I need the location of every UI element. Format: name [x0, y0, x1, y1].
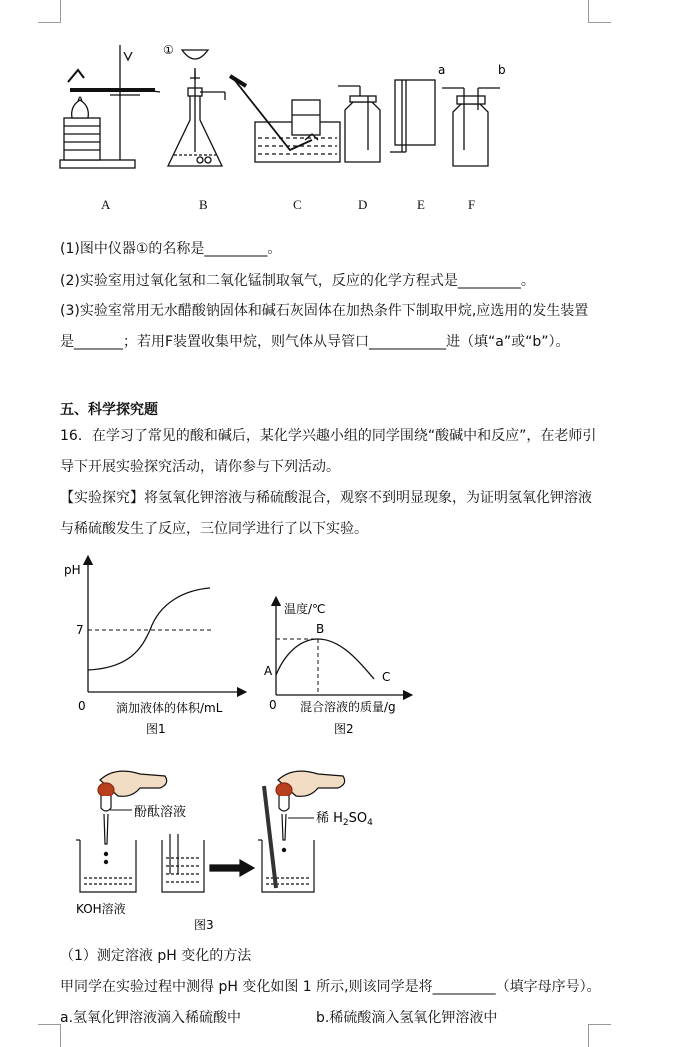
option-a: a.氢氧化钾溶液滴入稀硫酸中 [60, 1010, 242, 1026]
label-d: D [358, 197, 368, 212]
chart1-caption: 图1 [146, 722, 166, 736]
acid-label: 稀 $H_2SO_4$ [316, 811, 373, 828]
label-f: F [468, 197, 476, 212]
chart2-xlabel: 混合溶液的质量/g [300, 700, 396, 714]
dropper-bulb-left-icon [98, 783, 114, 797]
section-title: 五、科学探究题 [60, 402, 158, 418]
part1-title: （1）测定溶液 pH 变化的方法 [60, 948, 252, 964]
apparatus-f [442, 88, 500, 166]
question-3-line1: (3)实验室常用无水醋酸钠固体和碱石灰固体在加热条件下制取甲烷,应选用的发生装置 [60, 303, 589, 319]
apparatus-figure [50, 40, 520, 190]
arrow-right-icon [210, 860, 254, 876]
label-c: C [293, 197, 302, 212]
question-3-line2: 是_______；若用F装置收集甲烷，则气体从导管口___________进（填“a”或“b”）。 [60, 334, 570, 350]
beaker-left-icon [80, 840, 136, 892]
apparatus-b [168, 50, 225, 166]
chart-ph [60, 552, 260, 742]
figure-3 [70, 762, 390, 937]
phenol-label: 酚酞溶液 [134, 805, 187, 820]
question-1: (1)图中仪器①的名称是_________。 [60, 241, 282, 257]
chart1-ref-label: 7 [76, 623, 84, 637]
chart2-curve [276, 639, 374, 679]
corner-mark-bottom-left [38, 1024, 61, 1047]
marker-1: ① [163, 43, 174, 57]
corner-mark-top-left [38, 0, 61, 23]
question-2: (2)实验室用过氧化氢和二氧化锰制取氧气，反应的化学方程式是_________。 [60, 273, 535, 289]
part1-text: 甲同学在实验过程中测得 pH 变化如图 1 所示,则该同学是将_________（填字母序号）。 [60, 979, 601, 995]
apparatus-a [60, 45, 160, 168]
option-b: b.稀硫酸滴入氢氧化钾溶液中 [316, 1010, 498, 1026]
dropper-bulb-right-icon [276, 783, 292, 797]
chart1-ylabel: pH [64, 563, 81, 577]
chart2-point-a: A [264, 664, 273, 678]
experiment-line1: 【实验探究】将氢氧化钾溶液与稀硫酸混合，观察不到明显现象，为证明氢氧化钾溶液 [60, 490, 592, 506]
figure3-caption: 图3 [194, 918, 214, 932]
corner-mark-top-right [588, 0, 611, 23]
apparatus-d [338, 86, 380, 162]
experiment-line2: 与稀硫酸发生了反应，三位同学进行了以下实验。 [60, 521, 368, 537]
tube-label-b: b [498, 63, 506, 77]
label-e: E [417, 197, 425, 212]
apparatus-e [390, 80, 435, 152]
chart1-curve [88, 588, 210, 670]
chart2-origin: 0 [269, 698, 277, 712]
chart1-origin: 0 [78, 699, 86, 713]
tube-label-a: a [438, 63, 446, 77]
problem-16-line2: 导下开展实验探究活动，请你参与下列活动。 [60, 459, 340, 475]
label-a: A [101, 197, 111, 212]
corner-mark-bottom-right [588, 1024, 611, 1047]
koh-label: KOH溶液 [76, 902, 126, 916]
glass-rod-icon [264, 786, 276, 888]
problem-16-line1: 16．在学习了常见的酸和碱后，某化学兴趣小组的同学围绕“酸碱中和反应”，在老师引 [60, 428, 597, 444]
chart2-point-c: C [382, 670, 391, 684]
chart-temperature [262, 595, 422, 745]
label-b: B [199, 197, 208, 212]
chart2-point-b: B [316, 622, 325, 636]
apparatus-c [230, 76, 340, 162]
chart2-ylabel: 温度/℃ [284, 602, 326, 616]
chart2-caption: 图2 [334, 722, 354, 736]
chart1-xlabel: 滴加液体的体积/mL [116, 701, 223, 715]
